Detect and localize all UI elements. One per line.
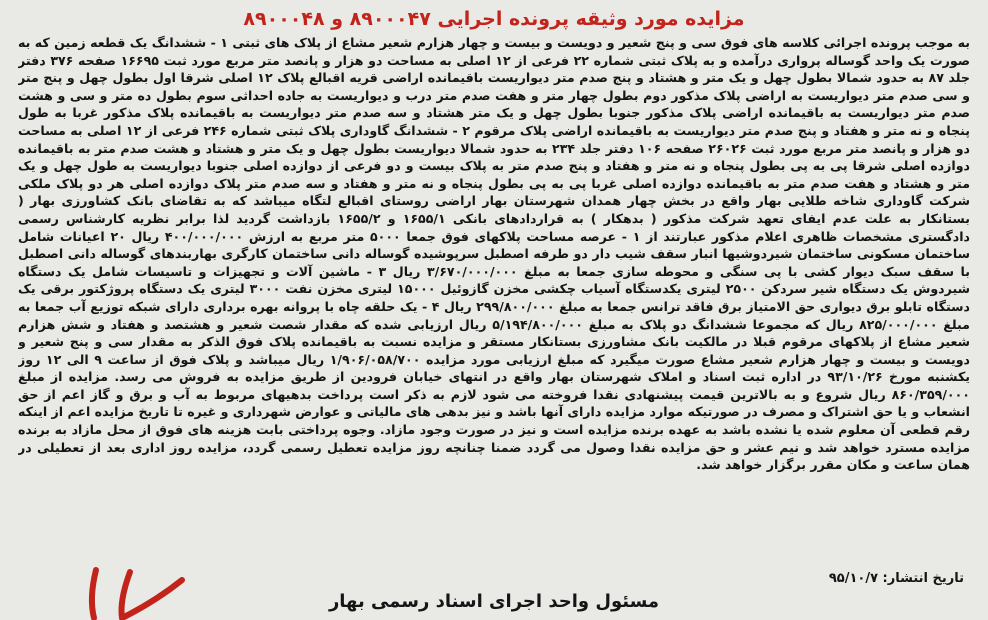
notice-body: به موجب پرونده اجرائی کلاسه های فوق سی و پنج شعیر و دویست و بیست و چهار هزارم شعیر مشاع از پلاک های ثبتی ۱ - ششدانگ یک قطعه زمین که به صورت یک واحد گوساله پرواری درآمده و به پلاک ثبتی شماره ۲۲ فرعی از ۱۲ اصلی به مساحت دو هزار و پانصد متر مربع مورد ثبت ۱۶۶۹۵ صفحه ۳۷۶ دفتر جلد ۸۷ به حدود شمالا بطول چهل و یک متر و هشتاد و پنج صدم متر دیواریست باقیمانده اراضی قریه اقبالع پلاک ۱۲ اصلی شرقا اول بطول چهل و پنج متر و سی صدم متر دیواریست به اراضی پلاک مذکور دوم بطول چهار متر و هفت صدم متر درب و دیواریست به جاده احداثی سوم بطول ده متر و سی و هشت صدم متر دیواریست به باقیمانده اراضی پلاک مذکور جنوبا بطول چهل و یک متر هشتاد و سه صدم متر دیواریست به باقیمانده پلاک مذکور غربا به طول پنجاه و نه متر و هفتاد و پنج صدم متر دیواریست به باقیمانده اراضی پلاک مرقوم ۲ - ششدانگ گاوداری پلاک ثبتی شماره ۲۴۶ فرعی از ۱۲ اصلی به مساحت دو هزار و پانصد متر مربع مورد ثبت ۲۶۰۲۶ صفحه ۱۰۶ دفتر جلد ۲۳۴ به حدود شمالا دیواریست بطول چهل و یک متر و هشتاد و هشت صدم متر به باقیمانده دوازده اصلی شرقا پی به پی بطول پنجاه و نه متر و هفتاد و پنج صدم متر به پلاک بیست و دو فرعی از دوازده اصلی جنوبا دیواریست به طول چهل و یک متر و هشتاد و هفت صدم متر به باقیمانده دوازده اصلی غربا پی به پی بطول پنجاه و نه متر و هفتاد و سه صدم متر پلاک دوازده اصلی هر دو پلاک ملکی شرکت گاوداری شاخه طلایی بهار واقع در بخش چهار همدان شهرستان بهار اراضی روستای اقبالع لتگاه میباشد که به تقاضای بانک کشاورزی بهار ( بستانکار به علت عدم ایفای تعهد شرکت مذکور ( بدهکار ) به قراردادهای بانکی ۱۶۵۵/۱ و ۱۶۵۵/۲ بازداشت گردید لذا برابر نظریه کارشناس رسمی دادگستری مشخصات ظاهری اعلام مذکور عبارتند از ۱ - عرصه مساحت پلاکهای فوق جمعا ۵۰۰۰ متر مربع به ارزش ۴۰۰/۰۰۰/۰۰۰ ریال ۲۰ اعیانات شامل ساختمان مسکونی ساختمان شیردوشیها انبار سقف شیب دار دو طرفه اصطبل سرپوشیده گوساله دانی ساختمان کارگری بهاربندهای گوساله دانی اصطبل با سقف سبک دیوار کشی با پی سنگی و محوطه سازی جمعا به مبلغ ۳/۶۷۰/۰۰۰/۰۰۰ ریال ۳ - ماشین آلات و تجهیزات و تاسیسات شامل یک دستگاه شیردوش یک دستگاه شیر سردکن ۲۵۰۰ لیتری یکدستگاه آسیاب چکشی مخزن گازوئیل ۱۵۰۰۰ لیتری مخزن نفت ۳۰۰۰ لیتری یک دستگاه پروژکتور برقی یک دستگاه تابلو برق دیواری حق الامتیاز برق فاقد ترانس جمعا به مبلغ ۲۹۹/۸۰۰/۰۰۰ ریال ۴ - یک حلقه چاه با پروانه بهره برداری دارای شبکه توزیع آب جمعا به مبلغ ۸۲۵/۰۰۰/۰۰۰ ریال که مجموعا ششدانگ دو پلاک به مبلغ ۵/۱۹۴/۸۰۰/۰۰۰ ریال ارزیابی شده که مقدار شصت شعیر و هشتصد و هفتاد و شش هزارم شعیر مشاع از پلاکهای مرقوم قبلا در مالکیت بانک مشاورزی بستانکار مستقر و مزایده نسبت به باقیمانده پلاک فوق الذکر به مقدار سی و پنج شعیر و دویست و بیست و چهار هزارم شعیر مشاع صورت میگیرد که مبلغ ارزیابی مورد مزایده ۱/۹۰۶/۰۵۸/۷۰۰ ریال میباشد و پلاک فوق از ساعت ۹ الی ۱۲ روز یکشنبه مورخ ۹۳/۱۰/۲۶ در اداره ثبت اسناد و املاک شهرستان بهار واقع در انتهای خیابان فرودین از طریق مزایده به فروش می رسد. مزایده از مبلغ ۸۶۰/۳۵۹/۰۰۰ ریال شروع و به بالاترین قیمت پیشنهادی نقدا فروخته می شود لازم به ذکر است پرداخت بدهیهای مربوط به آب و برق و گاز اعم از حق انشعاب و یا حق اشتراک و مصرف در صورتیکه موارد مزایده دارای آنها باشد و نیز بدهی های مالیاتی و عوارض شهرداری و غیره تا تاریخ مزایده اعم از اینکه رقم قطعی آن معلوم شده یا نشده باشد به عهده برنده مزایده است و نیز در صورت وجود مازاد. وجوه پرداختی بابت هزینه های فوق از محل مازاد به برنده مزایده مسترد خواهد شد و نیم عشر و حق مزایده نقدا وصول می گردد ضمنا چنانچه روز مزایده تعطیل رسمی گردد، مزایده روز اداری بعد از تعطیلی در همان ساعت و مکان مقرر برگزار خواهد شد.: [18, 35, 970, 473]
signature-line: مسئول واحد اجرای اسناد رسمی بهار: [328, 591, 660, 612]
notice-title: مزایده مورد وثیقه پرونده اجرایی ۸۹۰۰۰۴۷ و ۸۹۰۰۰۴۸: [243, 8, 745, 30]
publish-date: تاریخ انتشار: ۹۵/۱۰/۷: [828, 571, 964, 586]
handwritten-mark: [74, 562, 194, 620]
